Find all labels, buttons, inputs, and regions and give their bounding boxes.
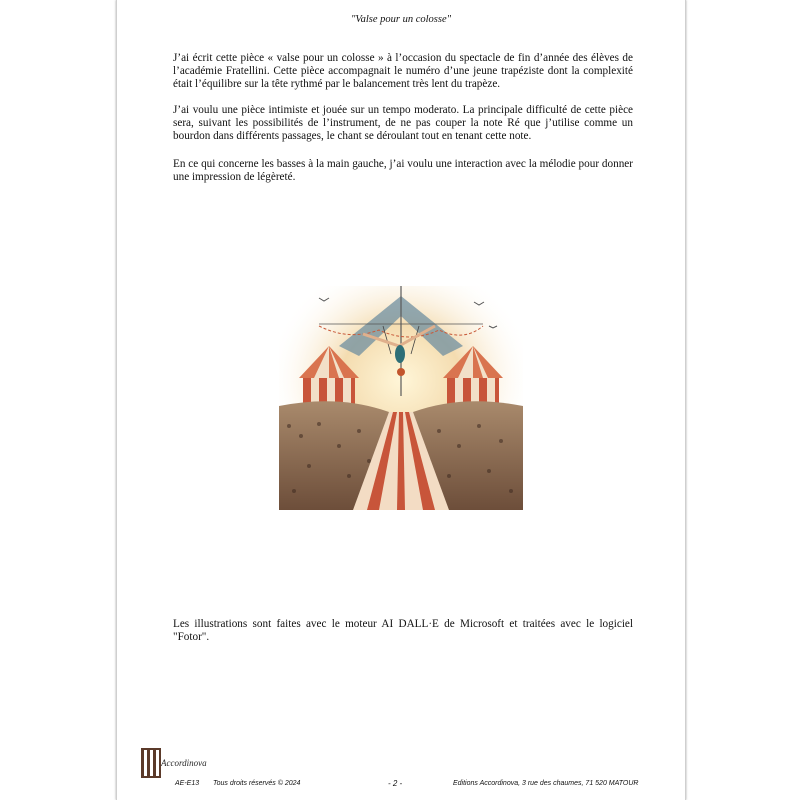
- footer-rights: Tous droits réservés © 2024: [213, 780, 301, 787]
- paragraph-intro: J’ai écrit cette pièce « valse pour un colosse » à l’occasion du spectacle de fin d’année des élèves de l’académie Fratellini. Cette pièce accompagnait le numéro d’une jeune trapéziste dont la complexité était l’équilibre sur la tête rythmé par le balancement très lent du trapèze.: [173, 52, 633, 90]
- circus-trapeze-illustration: [279, 286, 523, 510]
- page-number: - 2 -: [388, 779, 403, 788]
- page-footer: [117, 753, 685, 793]
- accordinova-logo: [139, 746, 209, 782]
- footer-code: AE-E13: [175, 780, 200, 787]
- logo-text: Accordinova: [161, 758, 207, 768]
- document-page: [116, 0, 686, 800]
- paragraph-bass: En ce qui concerne les basses à la main gauche, j’ai voulu une interaction avec la mélodie pour donner une impression de légèreté.: [173, 158, 633, 183]
- illustration-credits: Les illustrations sont faites avec le moteur AI DALL·E de Microsoft et traitées avec le logiciel "Fotor".: [173, 618, 633, 643]
- page-header-title: "Valse pour un colosse": [350, 14, 452, 25]
- footer-editor: Editions Accordinova, 3 rue des chaumes, 71 520 MATOUR: [453, 780, 639, 787]
- paragraph-tempo: J’ai voulu une pièce intimiste et jouée sur un tempo moderato. La principale difficulté de cette pièce sera, suivant les possibilités de l’instrument, de ne pas couper la note Ré que j’utilise comme un bourdon dans différents passages, le chant se déroulant tout en tenant cette note.: [173, 104, 633, 142]
